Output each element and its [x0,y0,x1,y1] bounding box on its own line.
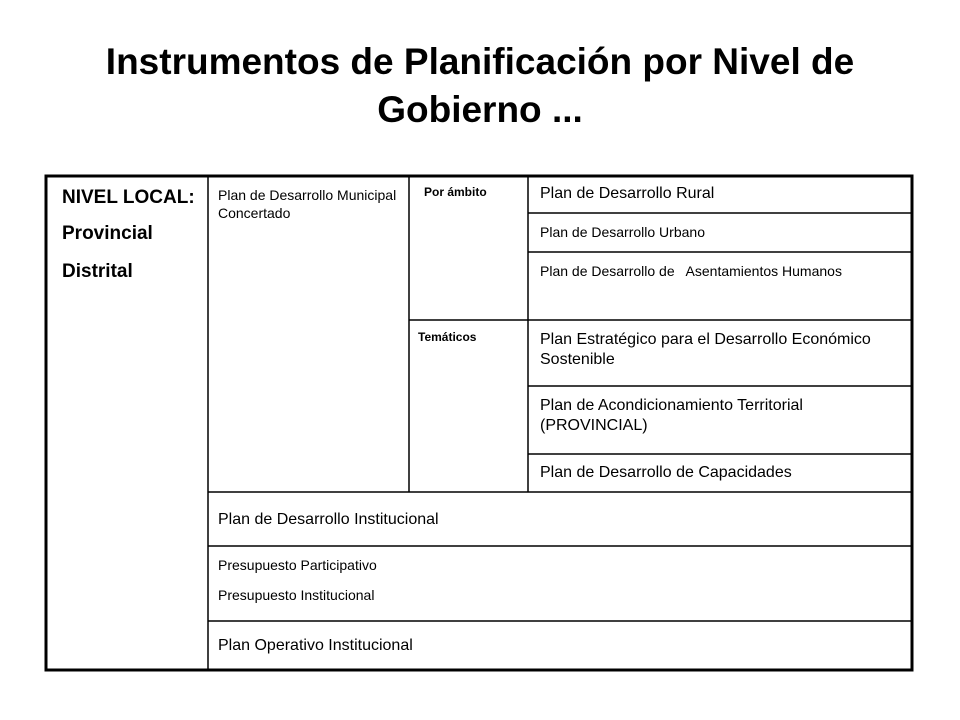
tematico-item-economico: Plan Estratégico para el Desarrollo Económico Sostenible [540,331,871,368]
plan-institucional-row: Plan de Desarrollo Institucional [218,511,439,528]
tematicos-label: Temáticos [418,330,477,344]
presupuesto-row [218,556,908,616]
nivel-distrital: Distrital [62,261,133,282]
tematico-item-capacidades: Plan de Desarrollo de Capacidades [540,464,792,481]
slide-title-line-2: Gobierno ... [377,89,583,130]
nivel-provincial: Provincial [62,223,153,244]
ambito-item-asentamientos: Plan de Desarrollo de Asentamientos Humanos [540,263,842,279]
tematico-item-territorial: Plan de Acondicionamiento Territorial (PROVINCIAL) [540,397,803,434]
plan-municipal-cell: Plan de Desarrollo Municipal Concertado [218,187,397,221]
nivel-label: NIVEL LOCAL: [62,187,195,208]
ambito-item-rural: Plan de Desarrollo Rural [540,185,715,202]
nivel-cell [62,186,202,298]
presupuesto-participativo: Presupuesto Participativo [218,557,377,573]
por-ambito-label: Por ámbito [424,185,487,199]
plan-operativo-row: Plan Operativo Institucional [218,637,413,654]
ambito-item-urbano: Plan de Desarrollo Urbano [540,224,705,240]
slide-title-line-1: Instrumentos de Planificación por Nivel de [105,41,855,82]
presupuesto-institucional: Presupuesto Institucional [218,587,375,603]
